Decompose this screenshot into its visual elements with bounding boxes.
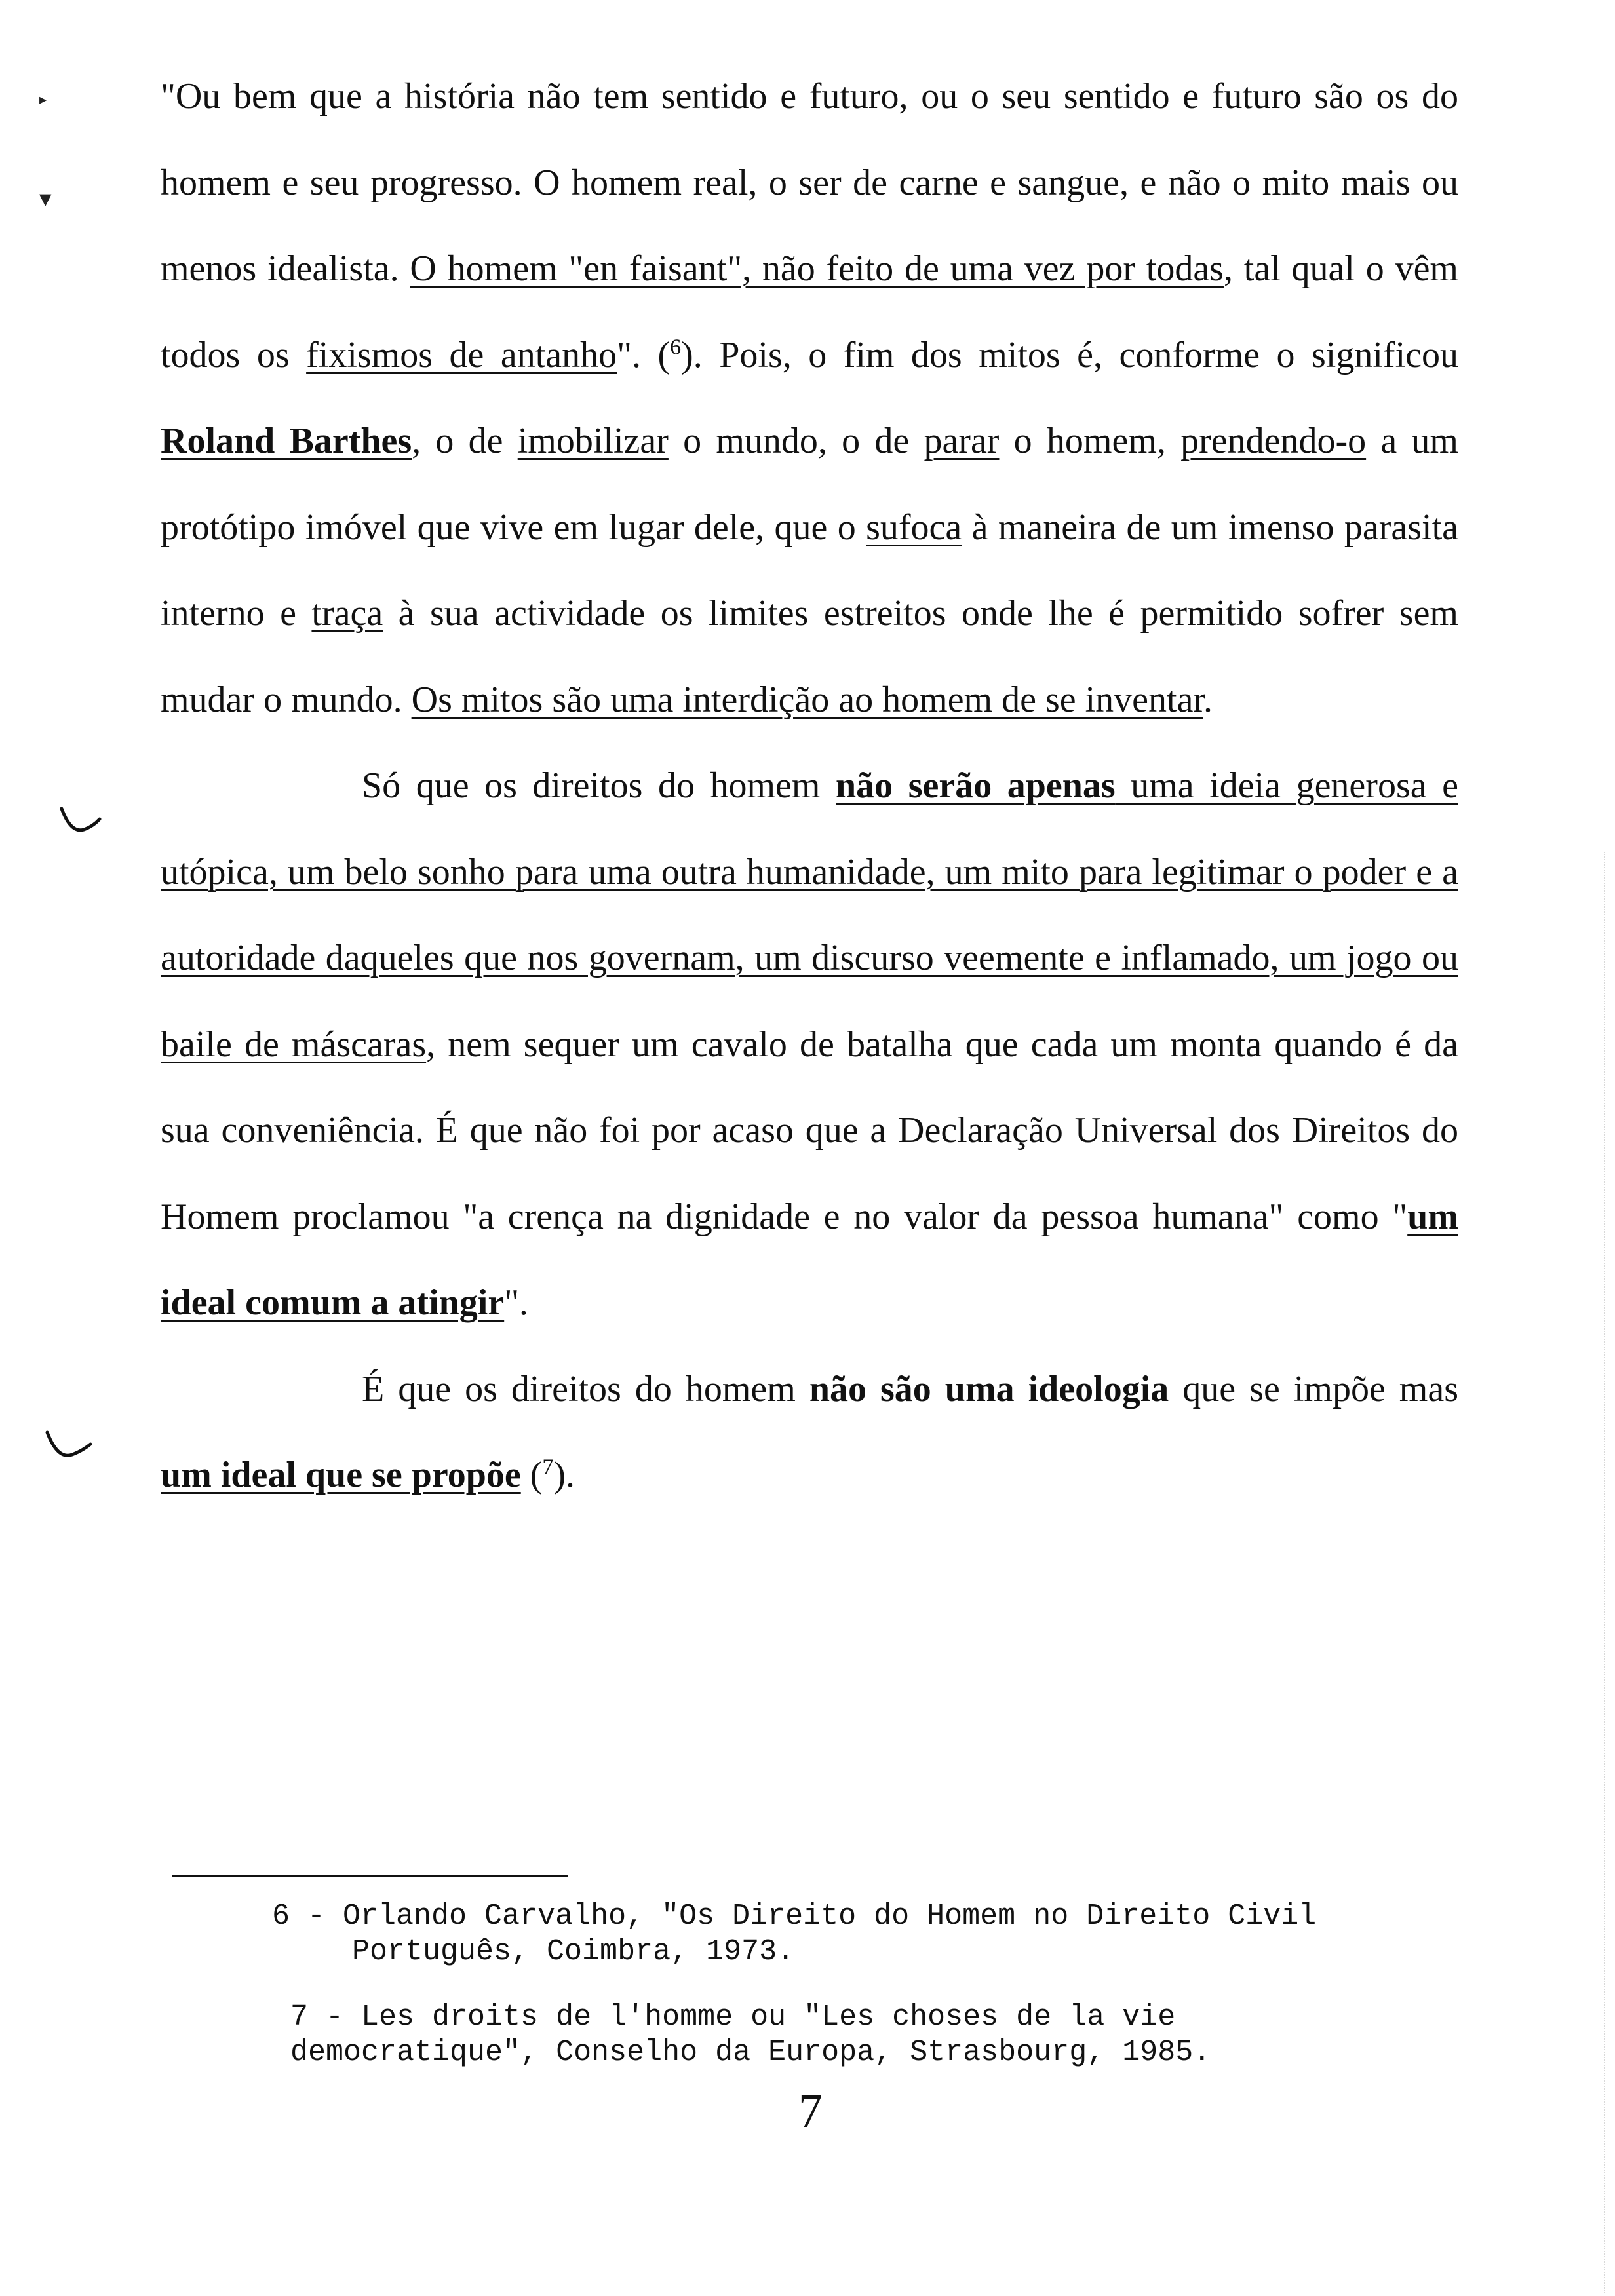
footnote-6 — [272, 1899, 1316, 1970]
margin-triangle-mark: ▼ — [39, 190, 52, 208]
underlined-text: imobilizar — [517, 421, 669, 461]
footnote-separator — [172, 1875, 568, 1877]
footnote-line: democratique", Conselho da Europa, Strasbourg, 1985. — [290, 2036, 1211, 2069]
text-run: à sua actividade os limites estreitos onde lhe é permitido sofrer sem mudar o mundo. — [161, 593, 1458, 720]
paragraph-1 — [161, 54, 1458, 743]
footnote-line: 7 - Les droits de l'homme ou "Les choses de la vie — [290, 2000, 1176, 2034]
paragraph-3 — [161, 1347, 1458, 1519]
footnote-line: 6 - Orlando Carvalho, "Os Direito do Homem no Direito Civil — [272, 1900, 1317, 1933]
text-run: É que os direitos do homem — [362, 1368, 809, 1409]
margin-check-mark — [43, 1428, 96, 1464]
bold-text: não são uma ideologia — [809, 1368, 1169, 1409]
underlined-bold-name: Roland Barthes — [161, 421, 412, 461]
text-run: ". — [504, 1282, 529, 1323]
underlined-bold-text: não serão apenas — [836, 765, 1116, 806]
underlined-text: fixismos de antanho — [306, 334, 617, 375]
text-run: , nem sequer um cavalo de batalha que cada um monta quando é da sua conveniência. É que não foi por acaso que a Declaração Universal dos Direitos do Homem proclamou "a crença na dignidade e no valor da pessoa humana" como " — [161, 1024, 1458, 1237]
text-run: o homem, — [999, 421, 1181, 461]
text-run: ). Pois, o fim dos mitos é, conforme o significou — [681, 334, 1458, 375]
page-number: 7 — [798, 2084, 823, 2138]
underlined-text: O homem "en faisant", não feito de uma vez por todas — [410, 248, 1224, 289]
footnote-line: Português, Coimbra, 1973. — [352, 1935, 795, 1968]
margin-arrow-mark: ▸ — [39, 92, 47, 108]
underlined-text: traça — [311, 593, 383, 634]
text-run: que se impõe mas — [1169, 1368, 1459, 1409]
underlined-bold-text: um ideal comum a atingir — [161, 1196, 1458, 1323]
underlined-text: Os mitos são uma interdição ao homem de se inventar — [411, 679, 1203, 720]
text-run: à maneira de um imenso parasita interno e — [161, 507, 1458, 634]
footnote-reference: 6 — [670, 334, 682, 359]
underlined-bold-text: um ideal que se propõe — [161, 1455, 521, 1495]
text-run: "Ou bem que a história não tem sentido e futuro, ou o seu sentido e futuro são os do homem e seu progresso. O homem real, o ser de carne e sangue, e não o mito mais ou menos idealista. — [161, 76, 1458, 289]
text-run: ". ( — [617, 334, 671, 375]
text-run: . — [1203, 679, 1213, 720]
text-run: Só que os direitos do homem — [362, 765, 836, 806]
footnote-7 — [290, 2000, 1211, 2071]
text-run: , o de — [412, 421, 518, 461]
text-run: , tal qual o vêm todos os — [161, 248, 1458, 375]
underlined-text: prendendo-o — [1180, 421, 1367, 461]
scan-edge-noise — [1604, 852, 1607, 2293]
text-run: ). — [553, 1455, 575, 1495]
margin-check-mark — [58, 805, 104, 837]
text-run: o mundo, o de — [668, 421, 924, 461]
footnote-reference: 7 — [542, 1455, 554, 1480]
paragraph-2 — [161, 743, 1458, 1347]
underlined-text: uma ideia generosa e utópica, um belo sonho para uma outra humanidade, um mito para legitimar o poder e a autoridade daqueles que nos governam, um discurso veemente e inflamado, um jogo ou baile de máscaras — [161, 765, 1458, 1065]
underlined-text: sufoca — [866, 507, 962, 548]
text-run: ( — [520, 1455, 543, 1495]
text-run: a um protótipo imóvel que vive em lugar dele, que o — [161, 421, 1458, 548]
body-text — [161, 54, 1458, 1519]
underlined-text: parar — [924, 421, 1000, 461]
